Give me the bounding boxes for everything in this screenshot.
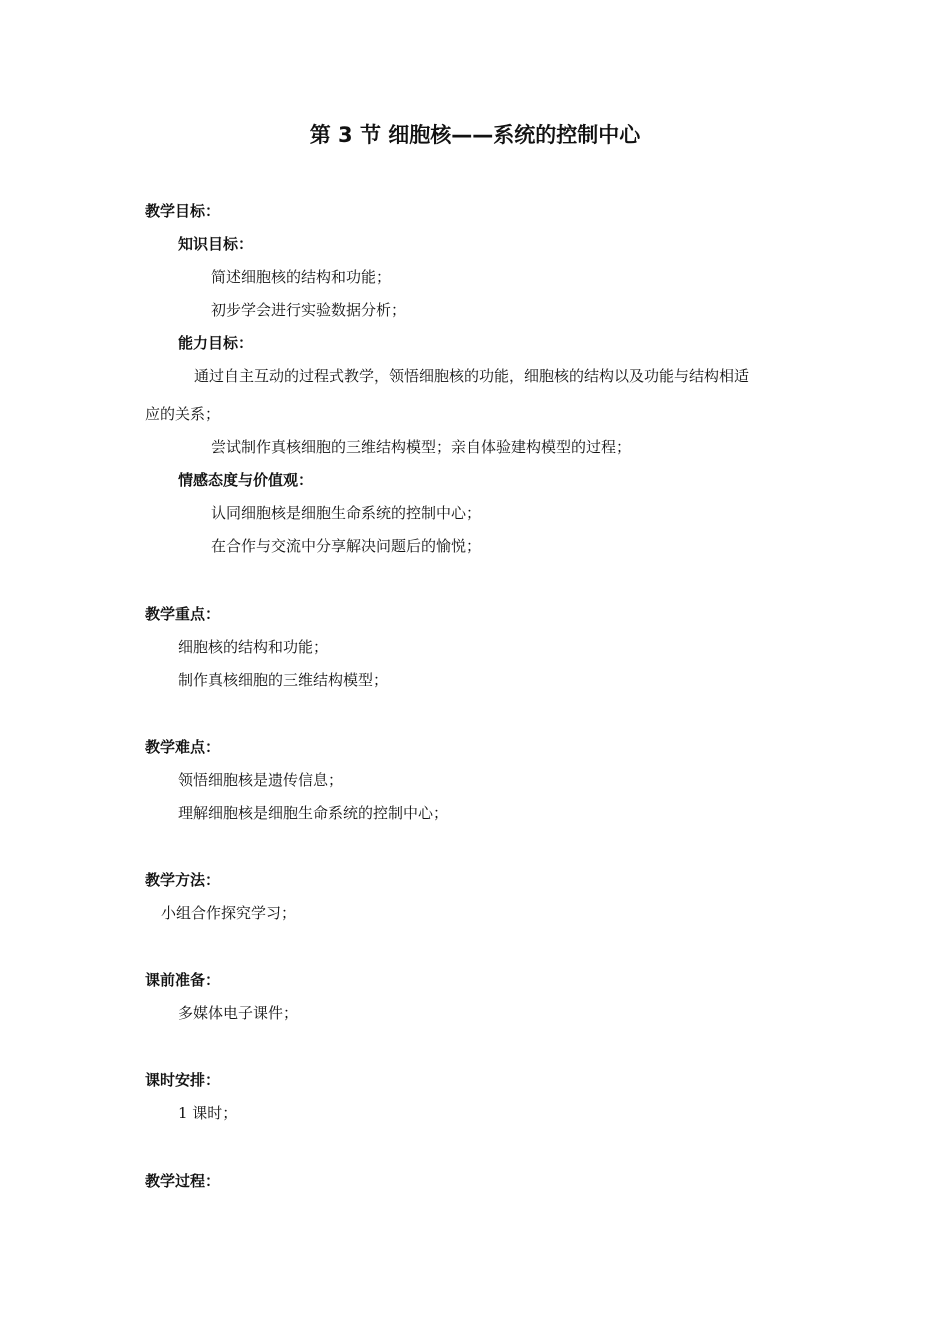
methods-heading: 教学方法： (145, 871, 221, 889)
key-points-heading: 教学重点： (145, 605, 221, 623)
process-heading: 教学过程： (145, 1172, 221, 1190)
difficulty-item: 领悟细胞核是遗传信息； (178, 771, 344, 789)
method-item: 小组合作探究学习； (161, 904, 297, 922)
key-point-item: 制作真核细胞的三维结构模型； (178, 671, 389, 689)
objectives-heading: 教学目标： (145, 202, 221, 220)
emotion-objective-item: 在合作与交流中分享解决问题后的愉悦； (211, 537, 482, 555)
ability-objective-paragraph-line: 应的关系； (145, 405, 221, 423)
preparation-item: 多媒体电子课件； (178, 1004, 299, 1022)
ability-objectives-heading: 能力目标： (178, 334, 254, 352)
knowledge-objective-item: 初步学会进行实验数据分析； (211, 301, 407, 319)
schedule-item: 1 课时； (178, 1104, 238, 1122)
preparation-heading: 课前准备： (145, 971, 221, 989)
emotion-objective-item: 认同细胞核是细胞生命系统的控制中心； (211, 504, 482, 522)
difficulties-heading: 教学难点： (145, 738, 221, 756)
schedule-heading: 课时安排： (145, 1071, 221, 1089)
key-point-item: 细胞核的结构和功能； (178, 638, 329, 656)
page-title: 第 3 节 细胞核——系统的控制中心 (309, 123, 641, 147)
difficulty-item: 理解细胞核是细胞生命系统的控制中心； (178, 804, 449, 822)
emotion-objectives-heading: 情感态度与价值观： (178, 471, 314, 489)
ability-objective-item: 尝试制作真核细胞的三维结构模型；亲自体验建构模型的过程； (211, 438, 632, 456)
knowledge-objectives-heading: 知识目标： (178, 235, 254, 253)
ability-objective-paragraph-line: 通过自主互动的过程式教学，领悟细胞核的功能，细胞核的结构以及功能与结构相适 (194, 367, 750, 385)
knowledge-objective-item: 简述细胞核的结构和功能； (211, 268, 392, 286)
